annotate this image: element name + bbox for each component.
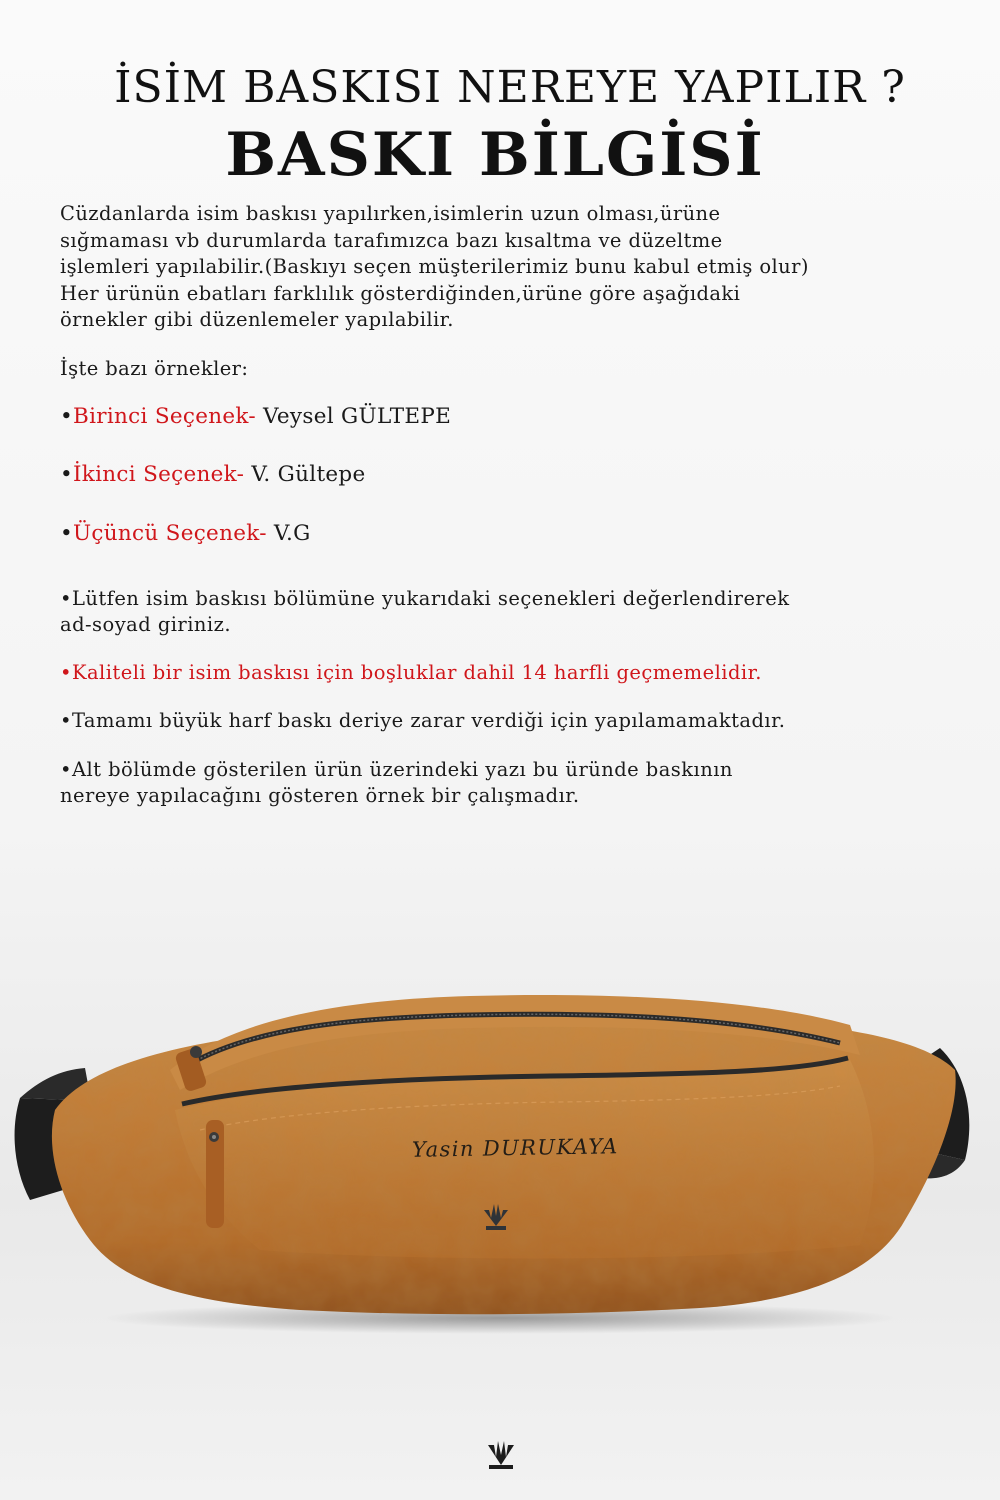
option-label: İkinci Seçenek-	[72, 462, 245, 487]
note-line: •Lütfen isim baskısı bölümüne yukarıdaki seçenekleri değerlendirerek	[60, 587, 790, 610]
examples-heading: İşte bazı örnekler:	[60, 357, 249, 380]
intro-line: işlemleri yapılabilir.(Baskıyı seçen müşterilerimiz bunu kabul etmiş olur)	[60, 255, 809, 278]
intro-line: Cüzdanlarda isim baskısı yapılırken,isimlerin uzun olması,ürüne	[60, 202, 721, 225]
page-subtitle: BASKI BİLGİSİ	[225, 120, 765, 190]
option-value: Veysel GÜLTEPE	[255, 404, 452, 429]
note-line: •Alt bölümde gösterilen ürün üzerindeki yazı bu üründe baskının	[60, 758, 733, 781]
option-second	[60, 462, 960, 487]
bullet: •	[60, 462, 73, 487]
trident-crown-icon	[486, 1438, 516, 1472]
note-max-letters: •Kaliteli bir isim baskısı için boşluklar dahil 14 harfli geçmemelidir.	[60, 661, 762, 684]
intro-line: sığmaması vb durumlarda tarafımızca bazı kısaltma ve düzeltme	[60, 228, 723, 252]
note-sample	[60, 757, 960, 809]
note-line: ad-soyad giriniz.	[60, 613, 231, 636]
option-value: V.G	[266, 521, 311, 546]
note-uppercase: •Tamamı büyük harf baskı deriye zarar verdiği için yapılamamaktadır.	[60, 709, 786, 732]
intro-line: Her ürünün ebatları farklılık gösterdiğinden,ürüne göre aşağıdaki	[60, 281, 741, 305]
engraving-text: Yasin DURUKAYA	[411, 1134, 619, 1162]
option-value: V. Gültepe	[244, 462, 366, 487]
option-third	[60, 521, 960, 546]
bullet: •	[60, 521, 73, 546]
option-first	[60, 404, 960, 429]
note-line: nereye yapılacağını gösteren örnek bir çalışmadır.	[60, 784, 580, 807]
intro-paragraph	[60, 201, 960, 334]
intro-line: örnekler gibi düzenlemeler yapılabilir.	[60, 308, 454, 331]
option-label: Üçüncü Seçenek-	[72, 521, 267, 546]
bullet: •	[60, 404, 73, 429]
page-title: İSİM BASKISI NEREYE YAPILIR ?	[114, 62, 906, 113]
note-enter-name	[60, 586, 960, 638]
option-label: Birinci Seçenek-	[72, 404, 256, 429]
